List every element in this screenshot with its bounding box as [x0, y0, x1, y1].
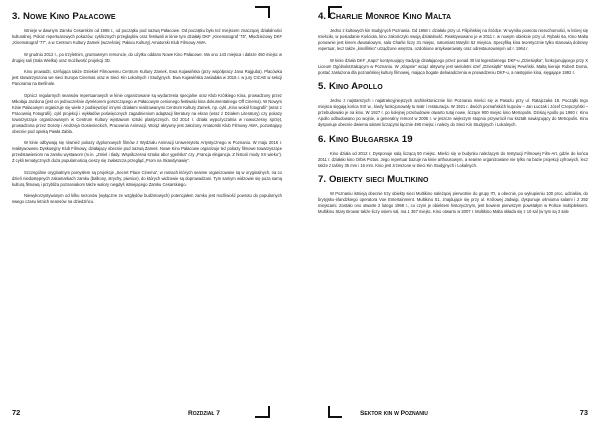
- paragraph: Kino działa od 2012 r. Dysponuje salą liczącą 50 miejsc. Mieści się w budynku należącym do Instytucji Filmowej Film-Art, gdzie do końca 2011 r. działało kino Orbis Pictus. Jego repertuar bazuje na kinie arthousowym, a seanse organizowane nie tylko na bazie projekcji cyfrowych, lecz także z taśmy 35 mm i 16 mm. Kino jest zrzeszone w Sieci Kin Studyjnych i Lokalnych.: [318, 150, 588, 168]
- paragraph: Niewykorzystywanym od kilku sezonów (wyłączne ze względów budżetowych) potencjałem zamku jest możliwość powrotu do popularnych swego czasu letnich seansów na dziedzińcu.: [12, 193, 282, 205]
- section-title: 5. Kino Apollo: [318, 81, 383, 93]
- page-number-right: 73: [579, 408, 588, 417]
- section-title: 6. Kino Bułgarska 19: [318, 133, 413, 145]
- paragraph: Szczególnie oryginalnym pomysłem są projekcje „Secret Place Cinema”, w ramach których seanse organizowane są w oryginalnych, na co dzień niedostępnych zakamarkach zamku (balkony, strychy, piwnice), do których widzowie są doprowadzani. Tym samym widzowie się poza samą kulturą filmową i przybliża poznaniakom także walory niegdyś istniejącego Zamku Cesarskiego.: [12, 169, 282, 187]
- paragraph: Jedno z najstarszych i najatrakcyjniejszych architektonicznie kin Poznania mieści się w Pasażu przy ul. Ratajczaka 18. Początki tego miejsca sięgają końca XIX w., kiedy funkcjonowały tu teatr i restauracja. W 1921 r. dwóch poznańskich kupców – Jan Łuczak i Józef Czepczyński – przebudowało je na kino. W 1927 r. po kolejnej przebudowie otwarto tutaj nowe, liczące 900 miejsc kino Metropolis. Dzisiaj Apollo po 1960 r. Kino Apollo odbudowano po wojnie, a generalny remont w 2005 r. w jeszcze większym stopniu przywrócił mu kształt nawiązujący do Metropolis. Kino dysponuje obecnie dwiema salami liczącymi łącznie 490 miejsc i należy do Sieci Kin Studyjnych i Lokalnych.: [318, 98, 588, 128]
- section-title: 4. Charlie Monroe Kino Malta: [318, 11, 452, 22]
- paragraph: Jedno z kultowych kin studyjnych Poznania. Od 1958 r. działało przy ul. Filipińskiej na Śródce. W wyniku powrotu nieruchomości, w której się mieściło, w posiadanie Kościoła, kino zakończyło swoją działalność. Reaktywowano je w 2011 r. w nowym obiekcie przy ul. Rybaki 6a. Kino Malta ponownie jest kinem dwusalowym, sala Charlie liczy 31 miejsc, natomiast Marylin 52 miejsca. Specyfiką kina teoretycznie tylko stanowią dobrany repertuar, lecz także „kinofilsko” urządzone wnętrza, ozdobione antykwarowaty oraz odrestaurowanym od r. 1964 r.: [318, 28, 588, 52]
- paragraph: W grudniu 2012 r., po trzyletnim, gruntownym remoncie, do użytku oddano Nowe Kino Pałacowe. Ma ono 143 miejsca i dalsze 450 miejsc w drugiej sali (Sala Wielka) oraz możliwość projekcji 3D.: [12, 51, 282, 63]
- paragraph: W kinie działa DKF „Kapo” kontynuujący tradycję działającego przez ponad 30 lat legendarnego DKF-u „Dziesiątka”, funkcjonującego przy X Liceum Ogólnokształcącym w Poznaniu. W „Klapsie” wciąż aktywny jest wieloletni szef „Dziesiątki” Maciej Pewiński. Maltą kieruje Robert Doma, postać zasłużona dla poznańskiej kultury filmowej, mająca bogate doświadczenia w prowadzeniu DKF-u, a następnie kina, sięgające 1992 r.: [318, 57, 588, 75]
- paragraph: Kino prowadzi, szefująca także Dziekiel Filmowemu Centrum Kultury Zamek, Ewa Kujawińska (przy współpracy Jana Rajguba). Placówka jest stowarzyszona we sieci Europa Cinemas oraz w Sieci Kin Lokalnych i Studyjnych. Ewa Kujawińska zasiadała w 2016 r. w jury CICAE w sekcji Panorama na Berlinale.: [12, 69, 282, 87]
- running-footer-right: Sektor kin w Poznaniu: [360, 410, 428, 417]
- running-footer-left: Rozdział 7: [188, 410, 220, 417]
- paragraph: Oprócz regularnych seansów repertuarowych w kinie organizowane są wydarzenia specjalne oraz Klub Krótkiego Kina, prowadzony przez Mikołaja Jazdona (jest on jednocześnie dyrektorem gorszczącego w Pałacowym cenionego festiwalu kina dokumentalnego Off Cinema). W Nowym Kinie Pałacowym organizuje się wiele z podsięwzięć innymi działami realizowanymi Centrum Kultury Zamek, np. cykl „Kino wokół fotografii” (wraz z Pracownią Fotografii), cykl projekcji i wykładów poświęconych zagadnieniom adaptacji literatury na ekran (wraz z Działem Literatury) czy pokazy towarzyszące organizowanym w Centrum Kultury wystawom sztuki plastycznych. Od 2014 r. działa wypożyczalnia w nowoczesny sprzęt, prowadzona przez Dorotę i Andrzeja Gosienieckich, Pracownia Animacji. Wciąż aktywny jest założony Amatorski Klub Filmowy AWA, pozostający obecnie pod opieką Pawła Zabla.: [12, 92, 282, 134]
- section-multikino: [318, 174, 588, 215]
- paragraph: W Poznaniu istnieją obecnie trzy obiekty sieci Multikino należącej pierwotnie do grupy ITI, a obecnie, po wykupieniu 100 proc. udziałów, do brytyjsko-irlandzkiego operatora Vue Entertainment. Multikino 51, znajdujące się przy ul. Królowej Jadwigi, dysponuje ośmioma salami i 2 292 miejscami. Zostało ono otwarte 2 lutego 1998 r., co czyni je obiektem historycznym, jest bowiem pierwszym powstałym w Polsce multipleksem. Multikino Stary Browar także liczy osiem sal, ma 1 367 miejsc. Kino otwarto w 2007 r. Multikino Malta składa się z 10 sal (w tym są 3 sale: [318, 191, 588, 215]
- page-number-left: 72: [12, 408, 21, 417]
- right-page-content: [318, 8, 588, 221]
- section-nowe-kino-palacowe: [12, 11, 282, 205]
- section-kino-bulgarska: [318, 134, 588, 169]
- section-kino-apollo: [318, 81, 588, 128]
- section-title: 3. Nowe Kino Pałacowe: [12, 11, 116, 22]
- paragraph: Istnieje w dawnym Zamku Cesarskim od 1965 r., od początku pod nazwą Pałacowe. Od początku było też miejscem znaczącej działalności kulturalnej. Pokaz repertuarowych pokazów, cyklicznych przeglądów oraz festiwali w kinie tym działały DKF „Kinematograf '75”, Młodzieżowy DKF „Kinematograf '77”, a w Centrum Kultury Zamek (wcześniej: Pałacu Kultury) Amatorski Klub Filmowy AWA.: [12, 28, 282, 46]
- section-kino-malta: [318, 11, 588, 76]
- section-title: 7. Obiekty sieci Multikino: [318, 174, 429, 186]
- paragraph: W kinie odbywają się również pokazy dyplomowych filmów z Wydziału Animacji Uniwersytetu Artystycznego w Poznaniu. W maju 2016 r. reaktywowano Dyskusyjny Klub Filmowy, działający obecnie pod nazwą Zamek. Nowe Kino Pałacowe organizuje też pokazy filmowe towarzyszące przedstawieniom na zamku wystawom (m.in. „Zmiel i tlady. Współczesna sztuka abor ygeńska” czy „Francja elegancja. Z historii mody XX wieku”). Z cykli tematycznych duża popularnością cieszy się zwłaszcza przegląd „Prom na Skandynawię”.: [12, 140, 282, 164]
- left-page-content: [12, 8, 282, 211]
